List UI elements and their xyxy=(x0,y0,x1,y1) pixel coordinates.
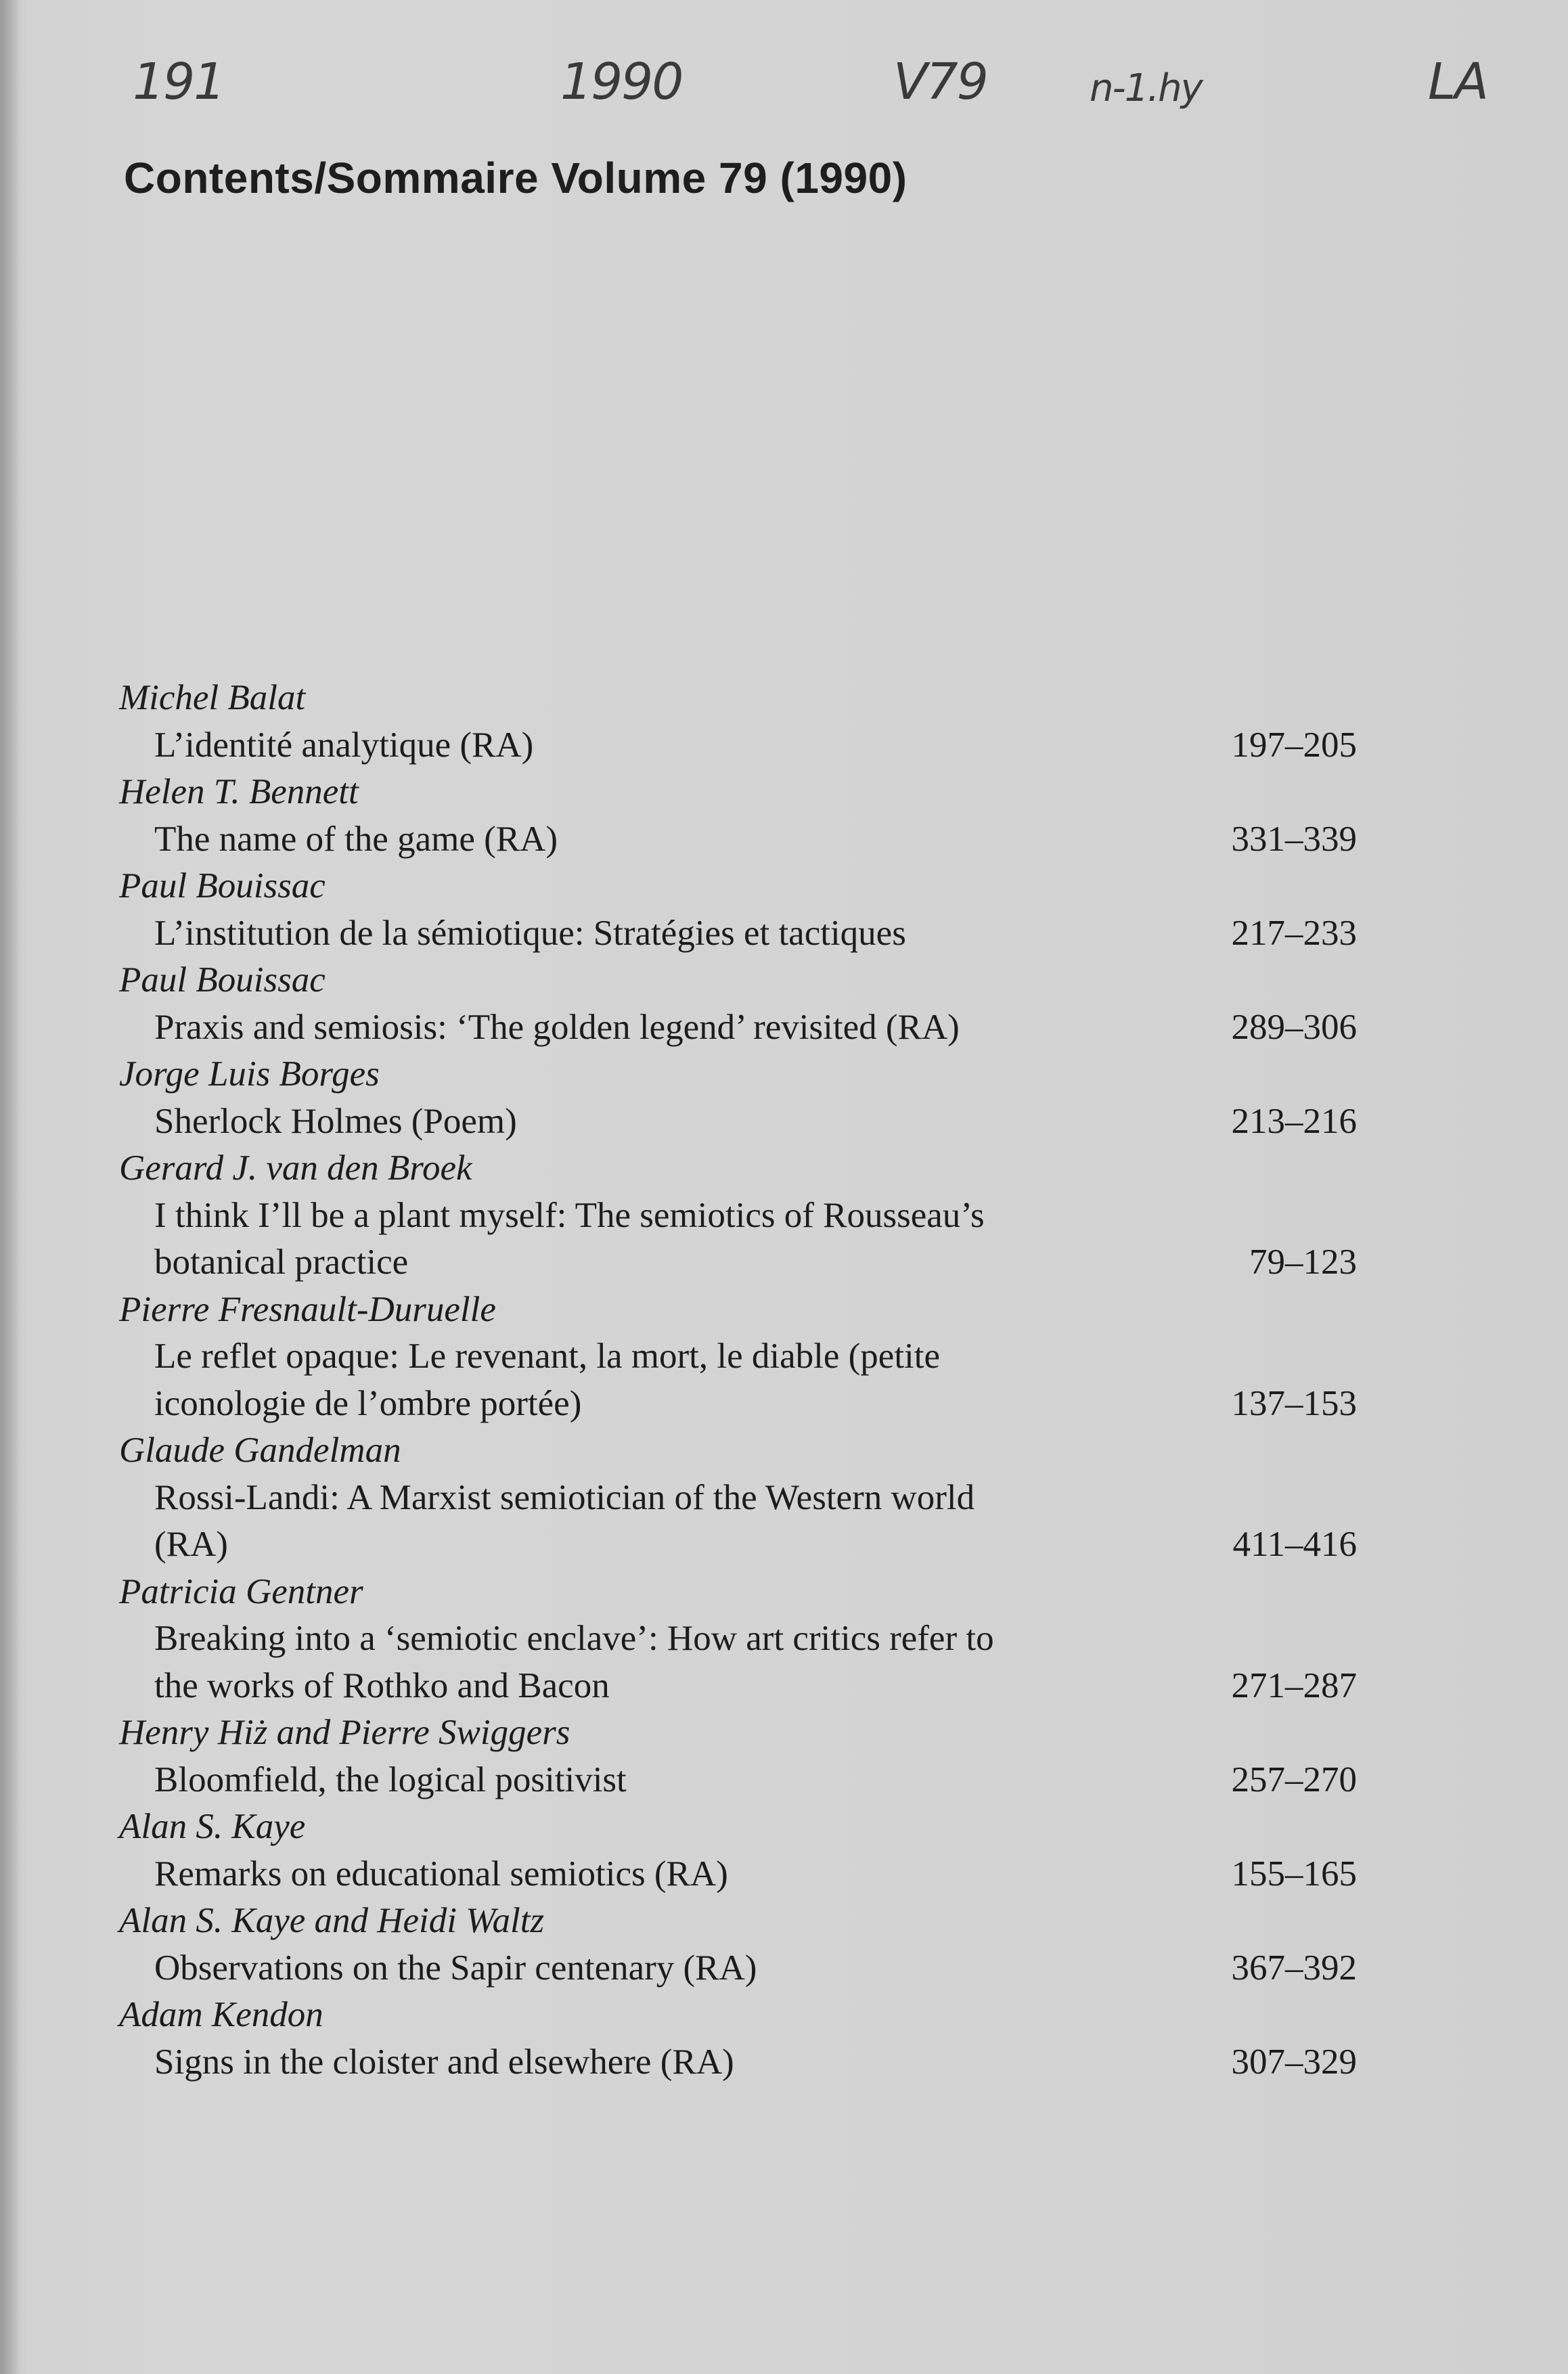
toc-author: Paul Bouissac xyxy=(119,866,326,905)
toc-article-title: (RA) xyxy=(154,1525,228,1564)
toc-author: Paul Bouissac xyxy=(119,960,326,1000)
toc-author: Alan S. Kaye and Heidi Waltz xyxy=(119,1901,545,1940)
toc-article-title: L’institution de la sémiotique: Stratégies et tactiques xyxy=(154,914,906,953)
handwritten-note: LA xyxy=(1428,53,1487,111)
toc-author: Gerard J. van den Broek xyxy=(119,1148,472,1188)
toc-page-range: 307–329 xyxy=(1231,2042,1357,2082)
toc-author: Patricia Gentner xyxy=(119,1572,363,1611)
toc-article-title: L’identité analytique (RA) xyxy=(154,725,534,765)
toc-article-title: Breaking into a ‘semiotic enclave’: How art critics refer to xyxy=(154,1619,994,1658)
toc-article-title: Le reflet opaque: Le revenant, la mort, le diable (petite xyxy=(154,1337,941,1376)
toc-author: Alan S. Kaye xyxy=(119,1807,306,1846)
toc-page-range: 289–306 xyxy=(1231,1008,1357,1047)
toc-page-range: 331–339 xyxy=(1231,820,1357,859)
toc-author: Pierre Fresnault-Duruelle xyxy=(119,1290,496,1329)
toc-article-title: Remarks on educational semiotics (RA) xyxy=(154,1854,728,1894)
toc-article-title: Signs in the cloister and elsewhere (RA) xyxy=(154,2042,734,2082)
toc-article-title: Observations on the Sapir centenary (RA) xyxy=(154,1948,757,1988)
toc-author: Jorge Luis Borges xyxy=(119,1054,380,1094)
toc-article-title: Praxis and semiosis: ‘The golden legend’ revisited (RA) xyxy=(154,1008,960,1047)
toc-page-range: 367–392 xyxy=(1231,1948,1357,1988)
toc-page-range: 411–416 xyxy=(1232,1525,1357,1564)
toc-article-title: I think I’ll be a plant myself: The semiotics of Rousseau’s xyxy=(154,1196,985,1235)
toc-author: Helen T. Bennett xyxy=(119,772,359,811)
toc-author: Michel Balat xyxy=(119,678,306,717)
page-title: Contents/Sommaire Volume 79 (1990) xyxy=(124,154,908,202)
toc-page-range: 155–165 xyxy=(1231,1854,1357,1894)
toc-article-title: the works of Rothko and Bacon xyxy=(154,1666,610,1705)
toc-article-title: Bloomfield, the logical positivist xyxy=(154,1760,627,1799)
toc-page-range: 257–270 xyxy=(1231,1760,1357,1799)
toc-page-range: 213–216 xyxy=(1231,1102,1357,1141)
toc-author: Henry Hiż and Pierre Swiggers xyxy=(119,1713,570,1752)
toc-article-title: The name of the game (RA) xyxy=(154,820,558,859)
toc-article-title: Sherlock Holmes (Poem) xyxy=(154,1102,517,1141)
toc-page-range: 137–153 xyxy=(1231,1384,1357,1423)
handwritten-note: 1990 xyxy=(560,53,683,111)
page-spine-shadow xyxy=(0,0,20,2374)
toc-page-range: 271–287 xyxy=(1231,1666,1357,1705)
toc-page-range: 217–233 xyxy=(1231,914,1357,953)
toc-author: Glaude Gandelman xyxy=(119,1431,401,1470)
handwritten-note: 191 xyxy=(133,53,225,111)
handwritten-note: V79 xyxy=(893,53,987,111)
toc-article-title: iconologie de l’ombre portée) xyxy=(154,1384,582,1423)
toc-page-range: 79–123 xyxy=(1249,1242,1357,1282)
toc-author: Adam Kendon xyxy=(119,1995,323,2034)
handwritten-note: n-1.hy xyxy=(1090,66,1202,110)
toc-article-title: Rossi-Landi: A Marxist semiotician of the Western world xyxy=(154,1478,975,1517)
toc-article-title: botanical practice xyxy=(154,1242,409,1282)
toc-page-range: 197–205 xyxy=(1231,725,1357,765)
